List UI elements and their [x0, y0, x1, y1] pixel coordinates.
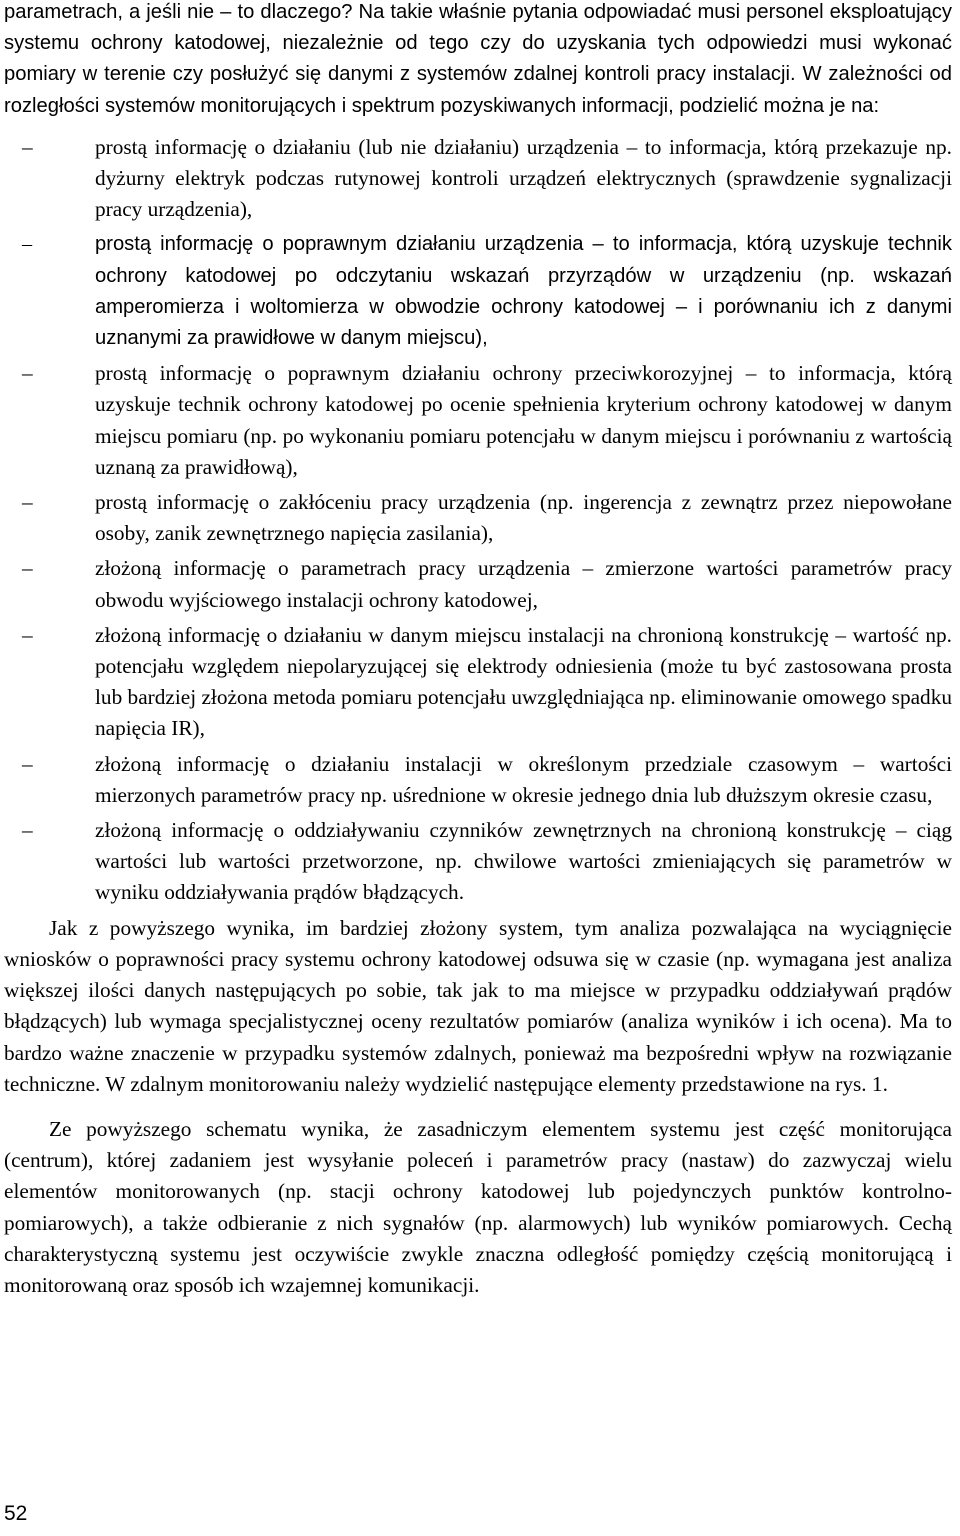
list-item-text: złożoną informację o parametrach pracy urządzenia – zmierzone wartości parametrów pracy obwodu wyjściowego instalacji ochrony katodowej, — [95, 556, 952, 612]
list-item — [4, 553, 952, 615]
paragraph-gap — [4, 1100, 952, 1114]
list-dash: – — [22, 622, 33, 647]
intro-paragraph: parametrach, a jeśli nie – to dlaczego? Na takie właśnie pytania odpowiadać musi personel eksploatujący systemu ochrony katodowej, niezależnie od tego czy do uzyskania tych odpowiedzi musi wykonać pomiary w terenie czy posłużyć się danymi z systemów zdalnej kontroli pracy instalacji. W zależności od rozległości systemów monitorujących i spektrum pozyskiwanych informacji, podzielić można je na: — [4, 1, 952, 117]
monitoring-levels-list — [4, 132, 952, 909]
list-item-text: prostą informację o poprawnym działaniu ochrony przeciwkorozyjnej – to informacja, którą uzyskuje technik ochrony katodowej po ocenie spełnienia kryterium ochrony katodowej w danym miejscu pomiaru (np. po wykonaniu pomiaru potencjału w danym miejscu i porównaniu z wartością uznaną za prawidłową), — [95, 361, 952, 479]
list-item-text: złożoną informację o działaniu instalacji w określonym przedziale czasowym – wartości mierzonych parametrów pracy np. uśrednione w okresie jednego dnia lub dłuższym okresie czasu, — [95, 751, 952, 807]
list-item — [4, 620, 952, 745]
list-dash: – — [22, 556, 33, 581]
list-dash: – — [22, 361, 33, 386]
list-dash: – — [22, 134, 33, 159]
list-item — [4, 749, 952, 811]
list-dash: – — [22, 751, 33, 776]
paragraph-schema: Ze powyższego schematu wynika, że zasadniczym elementem systemu jest część monitorująca (centrum), której zadaniem jest wysyłanie poleceń i parametrów pracy (nastaw) do zazwyczaj wielu elementów monitorowanych (np. stacji ochrony katodowej lub pojedynczych punktów kontrolno-pomiarowych), a także odbieranie z nich sygnałów (np. alarmowych) lub wyników pomiarowych. Cechą charakterystyczną systemu jest oczywiście zwykle znaczna odległość pomiędzy częścią monitorującą i monitorowaną oraz sposób ich wzajemnej komunikacji. — [4, 1116, 952, 1297]
paragraph-analysis: Jak z powyższego wynika, im bardziej złożony system, tym analiza pozwalająca na wyciągnięcie wniosków o poprawności pracy systemu ochrony katodowej odsuwa się w czasie (np. wymagana jest analiza większej ilości danych następujących po sobie, tak jak to ma miejsce w przypadku oddziaływań prądów błądzących) lub wymaga specjalistycznej oceny rezultatów pomiarów (analiza wyników i ich ocena). Ma to bardzo ważne znaczenie w przypadku systemów zdalnych, ponieważ ma bezpośredni wpływ na rozwiązanie techniczne. W zdalnym monitorowaniu należy wydzielić następujące elementy przedstawione na rys. 1. — [4, 915, 952, 1096]
list-item — [4, 132, 952, 226]
list-item-text: prostą informację o działaniu (lub nie działaniu) urządzenia – to informacja, którą przekazuje np. dyżurny elektryk podczas rutynowej kontroli urządzeń elektrycznych (sprawdzenie sygnalizacji pracy urządzenia), — [95, 134, 952, 222]
list-item — [4, 358, 952, 483]
list-item — [4, 229, 952, 354]
list-dash: – — [22, 818, 33, 843]
list-item — [4, 487, 952, 549]
list-item — [4, 815, 952, 909]
document-page — [4, 0, 952, 1301]
list-dash: – — [22, 233, 33, 256]
list-dash: – — [22, 490, 33, 515]
list-item-text: złożoną informację o oddziaływaniu czynników zewnętrznych na chronioną konstrukcję – ciąg wartości lub wartości przetworzone, np. chwilowe wartości zmieniających się parametrów w wyniku oddziaływania prądów błądzących. — [95, 818, 952, 905]
list-item-text: złożoną informację o działaniu w danym miejscu instalacji na chronioną konstrukcję – wartość np. potencjału względem niepolaryzującej się elektrody odniesienia (może tu być zastosowana prosta lub bardziej złożona metoda pomiaru potencjału uwzględniająca np. eliminowanie omowego spadku napięcia IR), — [95, 622, 952, 741]
list-item-text: prostą informację o poprawnym działaniu urządzenia – to informacja, którą uzyskuje technik ochrony katodowej po odczytaniu wskazań przyrządów w urządzeniu (np. wskazań amperomierza i woltomierza w obwodzie ochrony katodowej – i porównaniu ich z danymi uznanymi za prawidłowe w danym miejscu), — [95, 233, 952, 350]
list-item-text: prostą informację o zakłóceniu pracy urządzenia (np. ingerencja z zewnątrz przez niepowołane osoby, zanik zewnętrznego napięcia zasilania), — [95, 490, 952, 546]
page-number: 52 — [4, 1502, 28, 1525]
